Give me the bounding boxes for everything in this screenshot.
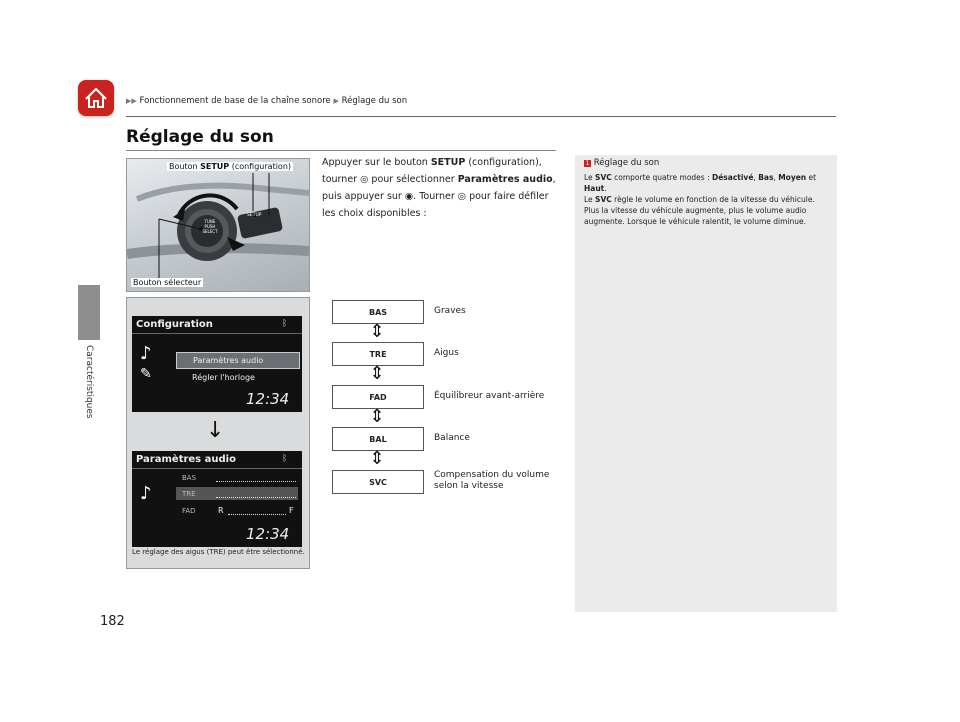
updown-arrow-icon: ⇕ xyxy=(369,448,385,469)
wrench-icon: ✎ xyxy=(140,366,152,382)
screen2-clock: 12:34 xyxy=(246,525,290,543)
option-label-tre: Aigus xyxy=(434,348,459,358)
selector-knob-icon: ◎ xyxy=(457,191,467,202)
instr-text: Appuyer sur le bouton xyxy=(322,157,431,168)
option-label-bas: Graves xyxy=(434,306,466,316)
instr-text: pour sélectionner xyxy=(368,174,458,185)
row-label-fad: FAD xyxy=(182,507,196,515)
setup-button-label: SETUP xyxy=(247,213,262,218)
note-text: et xyxy=(806,173,817,182)
bluetooth-icon: ᛒ xyxy=(282,454,288,464)
note-text: Le xyxy=(584,173,596,182)
sidebar-label: Caractéristiques xyxy=(84,345,94,419)
note-paragraph-1 xyxy=(584,172,830,194)
note-bold: Bas xyxy=(758,173,774,182)
bluetooth-icon: ᛒ xyxy=(282,319,288,329)
note-heading xyxy=(584,158,659,168)
row-label-bas: BAS xyxy=(182,474,197,482)
option-box-bas: BAS xyxy=(332,300,424,324)
bas-slider xyxy=(216,473,296,482)
option-label-fad: Équilibreur avant-arrière xyxy=(434,391,545,401)
note-body xyxy=(584,172,830,227)
note-text: règle le volume en fonction de la vitesse du véhicule. Plus la vitesse du véhicule augmente, plus le volume audio augmente. Lorsque le véhicule ralentit, le volume diminue. xyxy=(584,195,815,226)
note-text: Le xyxy=(584,195,596,204)
caption-text: (configuration) xyxy=(229,162,292,171)
screen2-title: Paramètres audio xyxy=(136,454,236,465)
console-illustration xyxy=(126,158,310,292)
instr-text: (configuration), tourner xyxy=(322,157,542,185)
note-heading-text: Réglage du son xyxy=(593,158,660,168)
home-button[interactable] xyxy=(78,80,114,116)
note-ref-icon: 1 xyxy=(585,160,590,167)
option-box-bal: BAL xyxy=(332,427,424,451)
music-note-icon: ♪ xyxy=(140,483,152,504)
screen-divider xyxy=(132,468,302,469)
configuration-screen xyxy=(132,316,302,412)
note-bold: SVC xyxy=(595,173,612,182)
note-bold: SVC xyxy=(595,195,612,204)
tre-slider xyxy=(216,489,296,498)
breadcrumb-arrow-icon: ▶▶ xyxy=(126,97,137,105)
screen-divider xyxy=(132,333,302,334)
breadcrumb-arrow-icon: ▶ xyxy=(333,97,339,105)
page-number: 182 xyxy=(100,614,125,629)
updown-arrow-icon: ⇕ xyxy=(369,363,385,384)
caption-bold: SETUP xyxy=(200,162,230,171)
option-label-bal: Balance xyxy=(434,433,470,443)
down-arrow-icon: ↓ xyxy=(206,418,225,443)
menu-item-audio-settings: Paramètres audio xyxy=(176,352,300,369)
option-label-svc: Compensation du volume selon la vitesse xyxy=(434,470,550,491)
screen-caption: Le réglage des aigus (TRE) peut être sélectionné. xyxy=(132,548,305,556)
option-box-tre: TRE xyxy=(332,342,424,366)
fad-right-label: F xyxy=(289,506,294,515)
title-divider xyxy=(126,150,556,151)
note-text: . xyxy=(604,184,607,193)
instr-bold: Paramètres audio xyxy=(457,174,553,185)
note-text: , xyxy=(773,173,779,182)
breadcrumb-current: Réglage du son xyxy=(341,96,408,106)
instr-text: , puis appuyer sur xyxy=(322,174,556,202)
row-label-tre: TRE xyxy=(182,490,196,498)
option-box-svc: SVC xyxy=(332,470,424,494)
setup-button-caption xyxy=(167,162,293,171)
push-knob-icon: ◉ xyxy=(404,191,414,202)
note-paragraph-2 xyxy=(584,194,830,227)
fad-slider xyxy=(228,506,286,515)
note-bold: Désactivé xyxy=(711,173,754,182)
instructions-text xyxy=(322,154,562,222)
instr-text: pour faire défiler les choix disponibles : xyxy=(322,191,549,219)
knob-label: TUNE PUSH SELECT xyxy=(202,219,218,234)
fad-left-label: R xyxy=(218,506,224,515)
option-box-fad: FAD xyxy=(332,385,424,409)
audio-settings-screen xyxy=(132,451,302,547)
updown-arrow-icon: ⇕ xyxy=(369,321,385,342)
screen1-clock: 12:34 xyxy=(246,390,290,408)
updown-arrow-icon: ⇕ xyxy=(369,406,385,427)
music-note-icon: ♪ xyxy=(140,343,152,364)
breadcrumb xyxy=(126,96,407,106)
selector-knob-caption: Bouton sélecteur xyxy=(133,278,202,287)
instr-text: . Tourner xyxy=(413,191,458,202)
note-bold: Moyen xyxy=(778,173,807,182)
screen1-title: Configuration xyxy=(136,319,213,330)
caption-text: Bouton xyxy=(169,162,201,171)
section-title: Réglage du son xyxy=(126,127,274,147)
note-text: , xyxy=(753,173,759,182)
breadcrumb-link-audio-basics[interactable]: Fonctionnement de base de la chaîne sonore xyxy=(139,96,331,106)
selector-knob-icon: ◎ xyxy=(360,174,369,185)
sidebar-tab[interactable] xyxy=(78,285,100,340)
instr-bold: SETUP xyxy=(430,157,466,168)
menu-item-clock: Régler l'horloge xyxy=(192,373,255,382)
home-icon xyxy=(78,80,114,116)
note-text: comporte quatre modes : xyxy=(611,173,712,182)
note-bold: Haut xyxy=(584,184,605,193)
header-divider xyxy=(126,116,836,117)
